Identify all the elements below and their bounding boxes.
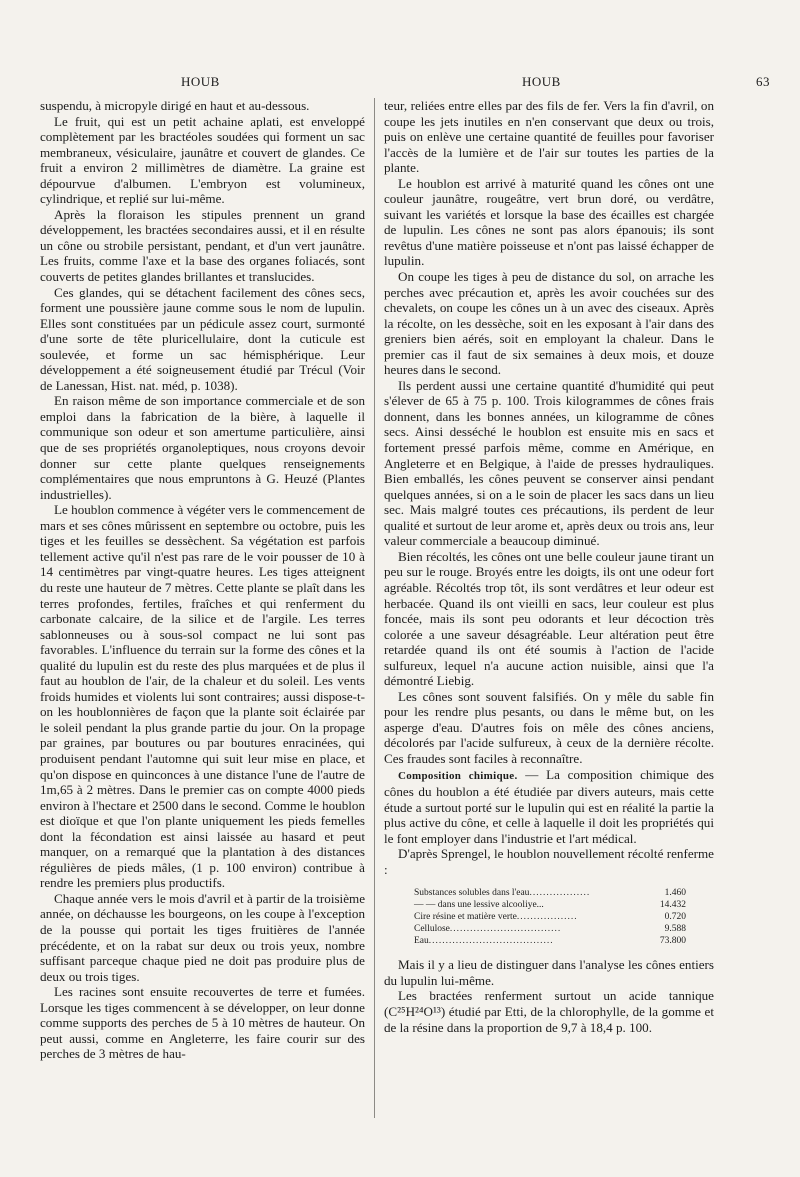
leader-dots: .................. bbox=[529, 888, 591, 899]
composition-text: — La composition chimique des cônes du houblon a été étudiée par divers auteurs, mais cette étude a surtout porté sur le lupulin qui est en réalité la partie la plus active du cône, et celle à laquelle il doit les propriétés qui le font employer dans l'industrie et l'art médical. bbox=[384, 766, 714, 846]
substance-label: Cellulose bbox=[414, 924, 450, 935]
table-row bbox=[414, 935, 686, 947]
paragraph: teur, reliées entre elles par des fils de fer. Vers la fin d'avril, on coupe les jets inutiles en n'en conservant que deux ou trois, puis on enlève une certaine quantité de feuilles pour favoriser l'accès de la lumière et de l'air sur toutes les parties de la plante. bbox=[384, 98, 714, 176]
left-column bbox=[40, 98, 365, 1062]
paragraph: Ces glandes, qui se détachent facilement des cônes secs, forment une poussière jaune comme sous le nom de lupulin. Elles sont constituées par un pédicule assez court, surmonté d'une sorte de tête pluricellulaire, dont la cuticule est soulevée, et forme un sac hémisphérique. Leur développement a été soigneusement étudié par Trécul (Voir de Lanessan, Hist. nat. méd, p. 1038). bbox=[40, 284, 365, 393]
paragraph: Le houblon commence à végéter vers le commencement de mars et ses cônes mûrissent en septembre ou octobre, puis les tiges et les feuilles se dessèchent. Sa végétation est parfois tellement active qu'il n'est pas rare de le voir pousser de 10 à 14 centimètres par vingt-quatre heures. Les tiges atteignent du reste une hauteur de 7 mètres. Cette plante se plaît dans les terres profondes, fertiles, fraîches et qui renferment du carbonate calcaire, de la silice et de l'argile. Les terres sablonneuses ou à sous-sol compact ne lui sont pas favorables. L'influence du terrain sur la forme des cônes et la qualité du lupulin est du reste des plus marquées et de plus il faut au houblon de l'air, de la chaleur et du soleil. Les vents froids humides et violents lui sont contraires; aussi dispose-t-on les houblonnières de façon que la plante soit éclairée par le soleil pendant la plus grande partie du jour. On la propage par graines, par boutures ou par boutures enracinées, qui produisent pendant l'automne qui suit leur mise en place, et qu'on dispose en quinconces à une distance l'une de l'autre de 1m,65 à 2 mètres. Dans le premier cas on compte 4000 pieds environ à l'hectare et 2500 dans le second. Comme le houblon est dioïque et que l'on plante uniquement les pieds femelles dont la fécondation est ainsi laissée au hasard et peut manquer, on a remarqué que la plantation à des distances régulières de pieds mâles, (1 p. 100 environ) contribue à rendre les premiers plus productifs. bbox=[40, 502, 365, 891]
paragraph: Le fruit, qui est un petit achaine aplati, est enveloppé complètement par les bractéoles soudées qui forment un sac membraneux, vésiculaire, jaunâtre et couvert de glandes. Ce fruit a environ 2 millimètres de diamètre. La graine est dépourvue d'albumen. L'embryon est volumineux, cylindrique, et replié sur lui-même. bbox=[40, 113, 365, 207]
paragraph: En raison même de son importance commerciale et de son emploi dans la fabrication de la bière, à laquelle il communique son odeur et son amertume particulière, ainsi que de ses propriétés organoleptiques, nous croyons devoir donner sur cette plante quelques renseignements complémentaires que nous empruntons à G. Heuzé (Plantes industrielles). bbox=[40, 393, 365, 502]
table-row bbox=[414, 923, 686, 935]
paragraph: Ils perdent aussi une certaine quantité d'humidité qui peut s'élever de 65 à 75 p. 100. Trois kilogrammes de cônes frais donnent, dans les bonnes années, un kilogramme de cônes secs. Ainsi desséché le houblon est ensuite mis en sacs et fortement pressé parfois même, comme en Amérique, en Angleterre et en Belgique, à l'aide de presses hydrauliques. Bien emballés, les cônes peuvent se conserver ainsi pendant quelques années, si on a le soin de placer les sacs dans un lieu sec. Mais malgré toutes ces précautions, ils perdent de leur qualité et surtout de leur arome et, après deux ou trois ans, leur valeur commerciale a beaucoup diminué. bbox=[384, 377, 714, 549]
leader-dots: ..................................... bbox=[428, 936, 554, 947]
paragraph: Le houblon est arrivé à maturité quand les cônes ont une couleur jaunâtre, rougeâtre, vert brun doré, ou verdâtre, suivant les variétés et lorsque la base des écailles est chargée de lupulin. Les cônes ne sont pas alors épanouis; ils sont revêtus d'une matière poisseuse et n'ont pas laissé échapper de lupulin. bbox=[384, 175, 714, 269]
paragraph: suspendu, à micropyle dirigé en haut et au-dessous. bbox=[40, 98, 310, 113]
leader-dots: .................. bbox=[516, 912, 578, 923]
table-row bbox=[414, 887, 686, 899]
page-number: 63 bbox=[756, 74, 770, 89]
leader-dots: ................................. bbox=[449, 924, 562, 935]
substance-label: Cire résine et matière verte bbox=[414, 912, 517, 923]
substance-value: 0.720 bbox=[664, 912, 686, 923]
paragraph: Bien récoltés, les cônes ont une belle couleur jaune tirant un peu sur le rouge. Broyés entre les doigts, ils ont une odeur fort agréable. Récoltés trop tôt, ils sont verdâtres et leur odeur est herbacée. Quand ils ont vieilli en sacs, leur couleur est plus foncée, mais ils sont peu odorants et leur décoction très colorée a une saveur désagréable. Leur altération peut être retardée quand ils ont été soumis à l'action de l'acide sulfureux, lequel n'a aucune action nuisible, ainsi que l'a démontré Liebig. bbox=[384, 548, 714, 689]
composition-heading: Composition chimique. bbox=[398, 769, 518, 782]
substance-label: Eau bbox=[414, 936, 429, 947]
substance-value: 14.432 bbox=[659, 900, 686, 911]
table-row bbox=[414, 899, 686, 911]
composition-paragraph bbox=[384, 767, 714, 847]
running-head-left: HOUB bbox=[181, 74, 220, 89]
right-column-paragraphs bbox=[384, 98, 714, 767]
paragraph: Les bractées renferment surtout un acide tannique (C²⁵H²⁴O¹³) étudié par Etti, de la chlorophylle, de la gomme et de la résine dans la proportion de 9,7 à 18,4 p. 100. bbox=[384, 988, 714, 1035]
substance-value: 73.800 bbox=[659, 936, 686, 947]
substance-value: 1.460 bbox=[664, 888, 686, 899]
paragraph: Chaque année vers le mois d'avril et à partir de la troisième année, on déchausse les bourgeons, on les coupe à l'exception de la pousse qui portait les tiges fruitières de l'année précédente, et on la rabat sur deux ou trois yeux, nombre suffisant parceque chaque pied ne doit pas produire plus de deux ou trois tiges. bbox=[40, 890, 365, 984]
paragraph: Les cônes sont souvent falsifiés. On y mêle du sable fin pour les rendre plus pesants, ou dans le même but, on les asperge d'eau. D'autres fois on mêle des cônes anciens, décolorés par l'acide sulfureux, à ceux de la dernière récolte. Ces fraudes sont faciles à reconnaître. bbox=[384, 688, 714, 766]
paragraph: Les racines sont ensuite recouvertes de terre et fumées. Lorsque les tiges commencent à se développer, on leur donne comme supports des perches de 5 à 10 mètres de hauteur. On peut aussi, comme en Angleterre, les faire courir sur des perches de 3 mètres de hau- bbox=[40, 984, 365, 1062]
substance-label: — — dans une lessive alcooliye... bbox=[414, 900, 544, 911]
substance-value: 9.588 bbox=[664, 924, 686, 935]
composition-table bbox=[414, 887, 686, 947]
table-row bbox=[414, 911, 686, 923]
running-head-right: HOUB bbox=[522, 74, 561, 89]
right-column-closing-paragraphs bbox=[384, 957, 714, 1035]
paragraph: Mais il y a lieu de distinguer dans l'analyse les cônes entiers du lupulin lui-même. bbox=[384, 957, 714, 988]
column-divider bbox=[374, 98, 375, 1118]
paragraph: On coupe les tiges à peu de distance du sol, on arrache les perches avec précaution et, après les avoir couchées sur des chevalets, on coupe les cônes un à un avec des ciseaux. Après la récolte, on les dessèche, soit en les exposant à l'air dans des greniers bien aérés, soit en employant la chaleur. Dans le premier cas il faut de six semaines à deux mois, et douze heures dans le second. bbox=[384, 269, 714, 378]
paragraph: Après la floraison les stipules prennent un grand développement, les bractées secondaires aussi, et il en résulte un cône ou strobile persistant, pendant, et d'un vert jaunâtre. Les fruits, comme l'axe et la base des organes foliacés, sont couverts de petites glandes brillantes et translucides. bbox=[40, 206, 365, 285]
right-column bbox=[384, 98, 714, 1035]
substance-label: Substances solubles dans l'eau bbox=[414, 888, 530, 899]
sprengel-intro: D'après Sprengel, le houblon nouvellement récolté renferme : bbox=[384, 846, 714, 877]
